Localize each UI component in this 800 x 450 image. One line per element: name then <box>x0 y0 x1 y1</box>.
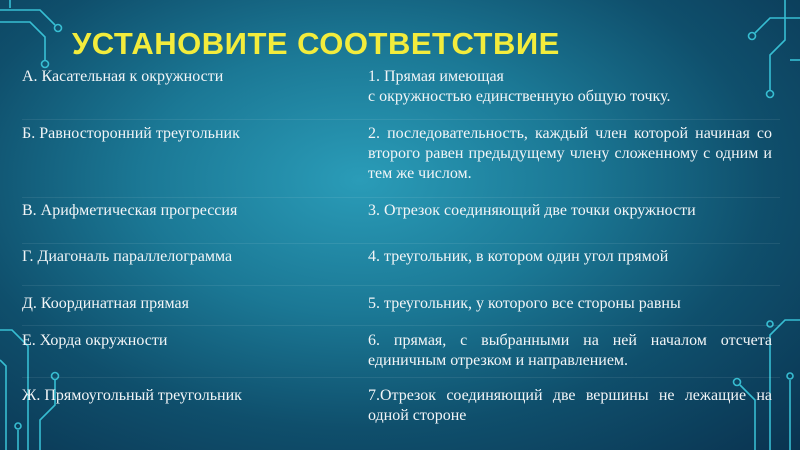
term-e: Е. Хорда окружности <box>22 332 168 349</box>
row-divider <box>22 325 780 326</box>
definition-5: 5. треугольник, у которого все стороны равны <box>368 295 681 312</box>
definition-1 <box>368 67 772 107</box>
term-zh: Ж. Прямоугольный треугольник <box>22 387 242 404</box>
term-a: А. Касательная к окружности <box>22 68 224 85</box>
row-divider <box>22 243 780 244</box>
definition-4: 4. треугольник, в котором один угол прямой <box>368 248 669 265</box>
term-d: Д. Координатная прямая <box>22 295 189 312</box>
page-title: УСТАНОВИТЕ СООТВЕТСТВИЕ <box>72 26 560 61</box>
term-v: В. Арифметическая прогрессия <box>22 202 238 219</box>
row-divider <box>22 197 780 198</box>
term-b: Б. Равносторонний треугольник <box>22 125 240 142</box>
row-divider <box>22 377 780 378</box>
definition-1-line2: с окружностью единственную общую точку. <box>368 88 671 105</box>
definition-7: 7.Отрезок соединяющий две вершины не лежащие на одной стороне <box>368 387 772 424</box>
definition-3: 3. Отрезок соединяющий две точки окружности <box>368 202 696 219</box>
row-divider <box>22 119 780 120</box>
definition-2: 2. последовательность, каждый член которой начиная со второго равен предыдущему члену сложенному с одним и тем же числом. <box>368 125 772 182</box>
definition-1-line1: 1. Прямая имеющая <box>368 68 504 85</box>
row-divider <box>22 285 780 286</box>
definition-6: 6. прямая, с выбранными на ней началом отсчета единичным отрезком и направлением. <box>368 332 772 369</box>
term-g: Г. Диагональ параллелограмма <box>22 248 233 265</box>
